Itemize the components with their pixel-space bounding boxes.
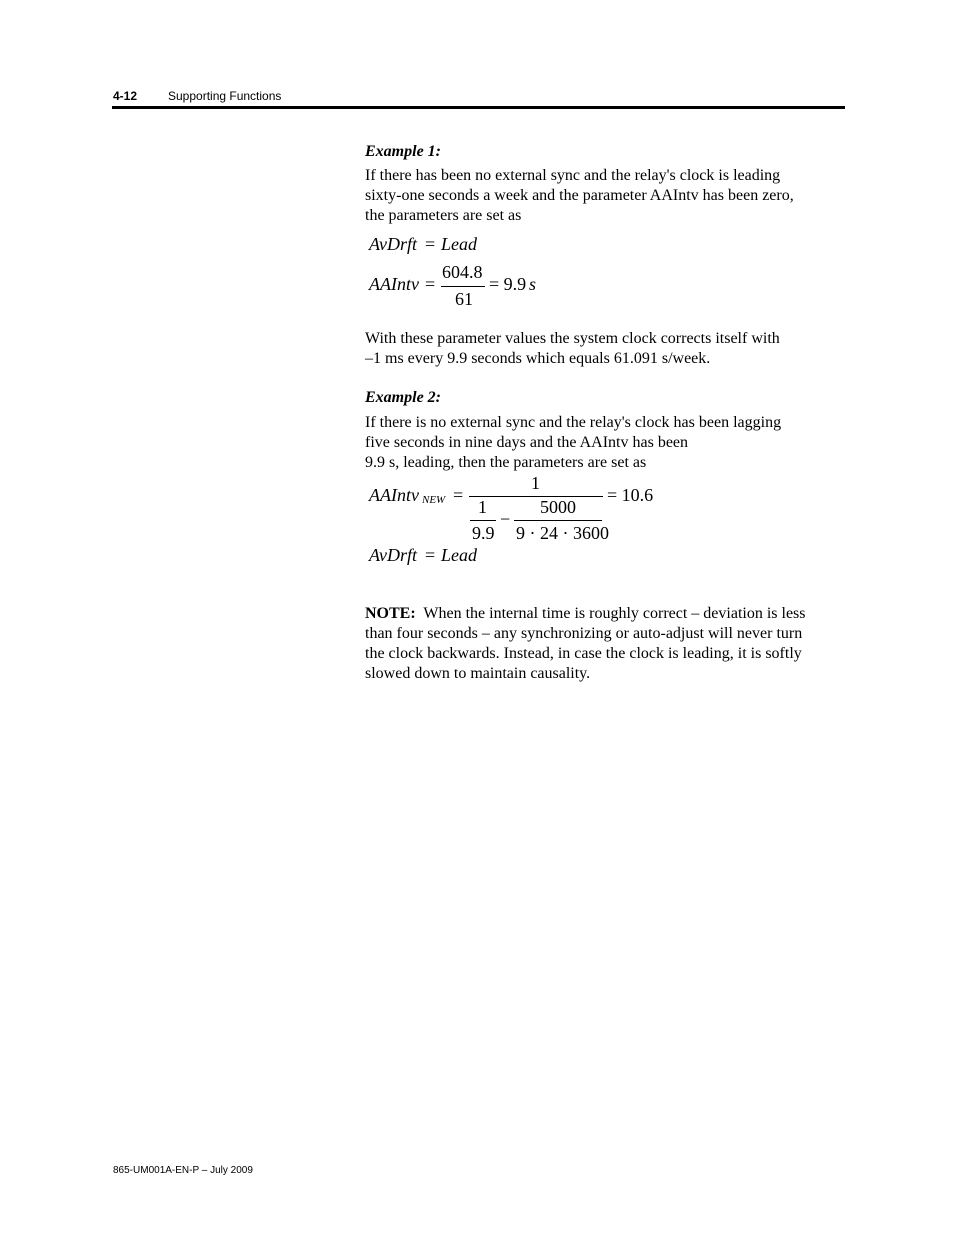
example1-conclusion xyxy=(365,329,843,369)
example1-intro-line-3: the parameters are set as xyxy=(365,207,522,224)
example2-block xyxy=(365,388,843,473)
inner-right-bar xyxy=(514,520,602,521)
example1-block xyxy=(365,142,843,226)
eq-lhs: AAIntv xyxy=(369,274,419,294)
example2-intro-line-2: five seconds in nine days and the AAIntv has been xyxy=(365,434,689,451)
eq-result: = 9.9 xyxy=(489,274,527,294)
note-line-3: the clock backwards. Instead, in case the clock is leading, it is softly xyxy=(365,645,802,662)
inner-right-numerator: 5000 xyxy=(540,497,576,517)
inner-left-bar xyxy=(470,520,496,521)
eq-unit: s xyxy=(529,274,537,294)
note-line-1: When the internal time is roughly correct – deviation is less xyxy=(423,605,806,622)
eq-rhs: Lead xyxy=(441,234,477,254)
header-rule xyxy=(112,106,845,109)
eq-sign: = xyxy=(425,545,436,565)
inner-right-denominator: 9 · 24 · 3600 xyxy=(516,523,609,543)
minus-sign: − xyxy=(500,509,511,529)
example2-heading: Example 2: xyxy=(365,389,441,406)
example1-intro-line-2: sixty-one seconds a week and the parameter AAIntv has been zero, xyxy=(365,187,794,204)
eq-rhs: Lead xyxy=(441,545,477,565)
eq-lhs: AvDrft xyxy=(369,545,417,565)
example1-heading: Example 1: xyxy=(365,143,441,160)
fraction-bar xyxy=(441,286,485,287)
example2-intro-line-3: 9.9 s, leading, then the parameters are set as xyxy=(365,454,647,471)
section-title: Supporting Functions xyxy=(168,89,282,103)
page-number: 4-12 xyxy=(113,89,138,103)
note-line-2: than four seconds – any synchronizing or auto-adjust will never turn xyxy=(365,625,803,642)
inner-left-denominator: 9.9 xyxy=(472,523,495,543)
fraction-numerator: 604.8 xyxy=(442,262,483,282)
example2-intro-line-1: If there is no external sync and the relay's clock has been lagging xyxy=(365,414,782,431)
outer-fraction-bar xyxy=(469,496,603,497)
conclusion-line-1: With these parameter values the system clock corrects itself with xyxy=(365,330,780,347)
fraction-denominator: 61 xyxy=(455,289,473,309)
eq-result: = 10.6 xyxy=(607,485,654,505)
eq-lhs: AvDrft xyxy=(369,234,417,254)
eq-sign: = xyxy=(425,274,436,294)
eq-lhs: AAIntv xyxy=(369,485,419,505)
example1-intro-line-1: If there has been no external sync and the relay's clock is leading xyxy=(365,167,781,184)
note-block xyxy=(365,604,843,684)
eq-sign: = xyxy=(425,234,436,254)
conclusion-line-2: –1 ms every 9.9 seconds which equals 61.091 s/week. xyxy=(365,350,711,367)
inner-left-numerator: 1 xyxy=(478,497,487,517)
note-line-4: slowed down to maintain causality. xyxy=(365,665,591,682)
note-label: NOTE: xyxy=(365,605,416,622)
footer-doc-id: 865-UM001A-EN-P – July 2009 xyxy=(113,1165,253,1176)
eq-sign: = xyxy=(453,485,464,505)
eq-subscript: NEW xyxy=(422,494,446,506)
outer-numerator: 1 xyxy=(531,473,540,493)
